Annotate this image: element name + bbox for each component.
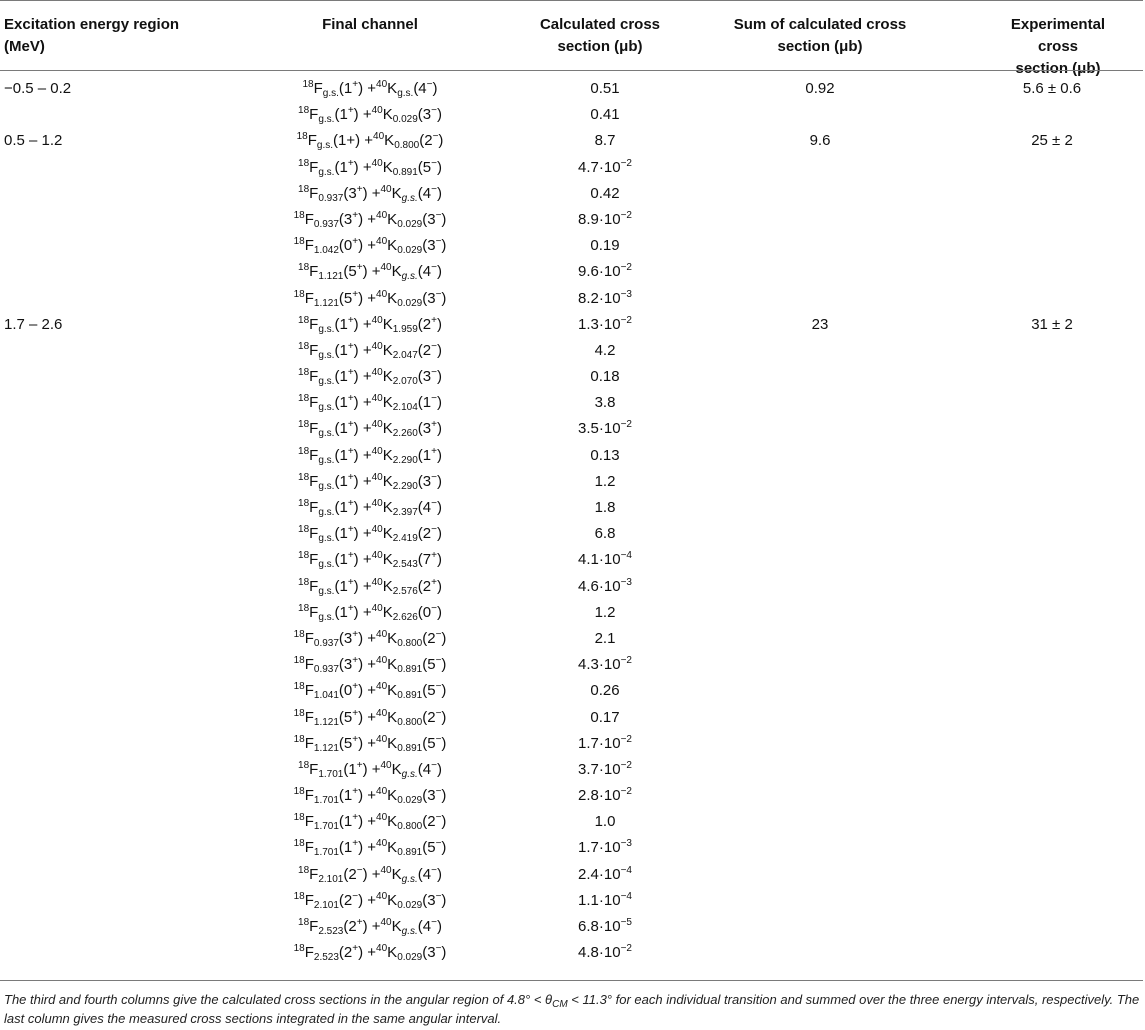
channel-cell-text: $^{18}F_{g.s.}(1^+) +^{40}K_{1.959}(2^+)$ [298, 314, 442, 335]
table-row [0, 809, 1145, 835]
table-row [0, 547, 1145, 573]
channel-cell-text: $^{18}F_{1.121}(5^+) +^{40}K_{0.029}(3^-)$ [293, 288, 447, 309]
header-channel-label: Final channel [322, 16, 418, 33]
calculated-cross-section-cell-text: 1.0 [594, 813, 616, 831]
channel-cell-text: $^{18}F_{g.s.}(1+) +^{40}K_{0.800}(2^-)$ [296, 131, 444, 152]
table-row [0, 862, 1145, 888]
table-body [0, 76, 1145, 966]
channel-cell-text: $^{18}F_{2.523}(2^+) +^{40}K_{0.029}(3^-)$ [293, 943, 447, 964]
channel-cell-text: $^{18}F_{g.s.}(1^+) +^{40}K_{2.047}(2^-)$ [298, 340, 442, 361]
calculated-cross-section-cell-text: 8.7 [594, 132, 616, 150]
channel-cell-text: $^{18}F_{1.121}(5^+) +^{40}K_{g.s.}(4^-)$ [298, 262, 442, 283]
header-sum-line2: section (μb) [777, 38, 863, 55]
calculated-cross-section-cell-text: $4.8\cdot 10^{-2}$ [578, 943, 632, 962]
channel-cell-text: $^{18}F_{g.s.}(1^+) +^{40}K_{2.070}(3^-)$ [298, 367, 442, 388]
calculated-cross-section-cell-text: 1.8 [594, 499, 616, 516]
channel-cell-text: $^{18}F_{2.101}(2^-) +^{40}K_{g.s.}(4^-)$ [298, 864, 442, 885]
region-cell-text: −0.5 – 0.2 [4, 80, 72, 97]
calculated-cross-section-cell-text: $1.7\cdot 10^{-3}$ [578, 838, 632, 857]
header-region-line2: (MeV) [4, 38, 45, 55]
calculated-cross-section-cell-text: $4.1\cdot 10^{-4}$ [578, 550, 632, 569]
channel-cell-text: $^{18}F_{0.937}(3^+) +^{40}K_{0.891}(5^-)$ [293, 655, 447, 676]
channel-cell-text: $^{18}F_{g.s.}(1^+) +^{40}K_{2.290}(1^+)$ [298, 445, 442, 466]
table-row [0, 76, 1145, 102]
calculated-cross-section-cell-text: $8.2\cdot 10^{-3}$ [578, 288, 632, 307]
calculated-cross-section-cell-text: 0.19 [590, 237, 620, 255]
header-region-line1: Excitation energy region [4, 16, 180, 33]
table-row [0, 181, 1145, 207]
calculated-cross-section-cell-text: $6.8\cdot 10^{-5}$ [578, 917, 632, 935]
calculated-cross-section-cell-text: $2.8\cdot 10^{-2}$ [578, 786, 632, 805]
sum-cross-section-cell-text: 9.6 [809, 132, 831, 150]
calculated-cross-section-cell-text: 4.2 [594, 341, 616, 359]
calculated-cross-section-cell-text: $4.3\cdot 10^{-2}$ [578, 655, 632, 674]
table-row [0, 128, 1145, 154]
header-calc [540, 14, 660, 58]
header-calc-line2: section (μb) [557, 38, 643, 55]
header-exp-line1: Experimental cross [1010, 16, 1106, 55]
bottom-rule [0, 980, 1143, 981]
region-cell [4, 316, 62, 334]
calculated-cross-section-cell-text: $1.1\cdot 10^{-4}$ [578, 890, 632, 909]
calculated-cross-section-cell-text: $4.6\cdot 10^{-3}$ [578, 576, 632, 595]
header-region [4, 14, 179, 58]
calculated-cross-section-cell-text: $2.4\cdot 10^{-4}$ [578, 864, 632, 883]
table-row [0, 783, 1145, 809]
calculated-cross-section-cell-text: $3.5\cdot 10^{-2}$ [578, 419, 632, 438]
channel-cell-text: $^{18}F_{g.s.}(1^+) +^{40}K_{0.891}(5^-)$ [298, 157, 442, 178]
channel-cell-text: $^{18}F_{g.s.}(1^+) +^{40}K_{2.104}(1^-)$ [298, 393, 442, 414]
table-row [0, 469, 1145, 495]
calculated-cross-section-cell-text: 6.8 [594, 525, 616, 543]
channel-cell-text: $^{18}F_{g.s.}(1^+) +^{40}K_{2.576}(2^+)$ [298, 576, 442, 597]
table-row [0, 259, 1145, 285]
header-sum-line1: Sum of calculated cross [733, 16, 907, 33]
sum-cross-section-cell-text: 23 [811, 315, 829, 333]
table-row [0, 678, 1145, 704]
table-row [0, 443, 1145, 469]
channel-cell-text: $^{18}F_{g.s.}(1^+) +^{40}K_{2.543}(7^+)$ [298, 550, 442, 571]
table-caption: The third and fourth columns give the calculated cross sections in the angular region of $4.8^\circ < \theta_{CM} < 11.3^\circ$ for each individual transition and summed over the three energy intervals, respectively. The last column gives the measured cross sections integrated in the same angular interval. [4, 992, 1140, 1026]
experimental-cross-section-cell-text: 25 ± 2 [1031, 132, 1073, 150]
calculated-cross-section-cell-text: 0.51 [590, 80, 620, 97]
channel-cell-text: $^{18}F_{1.701}(1^+) +^{40}K_{0.800}(2^-)$ [293, 812, 447, 833]
table-row [0, 705, 1145, 731]
calculated-cross-section-cell-text: 0.17 [590, 708, 620, 726]
calculated-cross-section-cell-text: $9.6\cdot 10^{-2}$ [578, 262, 632, 281]
calculated-cross-section-cell-text: $1.3\cdot 10^{-2}$ [578, 314, 632, 333]
table-row [0, 364, 1145, 390]
header-rule [0, 70, 1143, 71]
sum-cross-section-cell-text: 0.92 [805, 80, 835, 97]
channel-cell-text: $^{18}F_{g.s.}(1^+) +^{40}K_{g.s.}(4^-)$ [302, 79, 438, 99]
experimental-cross-section-cell-text: 5.6 ± 0.6 [1022, 80, 1082, 97]
table-row [0, 888, 1145, 914]
calculated-cross-section-cell-text: $8.9\cdot 10^{-2}$ [578, 209, 632, 228]
table-row [0, 835, 1145, 861]
table-row [0, 338, 1145, 364]
calculated-cross-section-cell-text: 0.42 [590, 184, 620, 202]
region-cell-text: 0.5 – 1.2 [4, 132, 63, 150]
calculated-cross-section-cell-text: $3.7\cdot 10^{-2}$ [578, 759, 632, 778]
header-exp-line2: section (μb) [1015, 60, 1101, 77]
table-row [0, 757, 1145, 783]
channel-cell-text: $^{18}F_{0.937}(3^+) +^{40}K_{g.s.}(4^-)$ [298, 183, 442, 204]
channel-cell-text: $^{18}F_{g.s.}(1^+) +^{40}K_{2.626}(0^-)$ [298, 602, 442, 623]
channel-cell-text: $^{18}F_{g.s.}(1^+) +^{40}K_{2.419}(2^-)$ [298, 524, 442, 545]
channel-cell-text: $^{18}F_{g.s.}(1^+) +^{40}K_{2.397}(4^-)$ [298, 498, 442, 518]
calculated-cross-section-cell-text: $1.7\cdot 10^{-2}$ [578, 733, 632, 752]
table-row [0, 416, 1145, 442]
header-channel [322, 14, 418, 36]
table-row [0, 286, 1145, 312]
channel-cell-text: $^{18}F_{1.701}(1^+) +^{40}K_{0.029}(3^-)$ [293, 786, 447, 807]
table-row [0, 600, 1145, 626]
table-row [0, 155, 1145, 181]
table-row [0, 626, 1145, 652]
calculated-cross-section-cell-text: 0.26 [590, 682, 620, 700]
channel-cell-text: $^{18}F_{1.121}(5^+) +^{40}K_{0.891}(5^-)$ [293, 733, 447, 754]
table-row [0, 102, 1145, 128]
channel-cell-text: $^{18}F_{g.s.}(1^+) +^{40}K_{2.290}(3^-)$ [298, 471, 442, 492]
channel-cell-text: $^{18}F_{1.121}(5^+) +^{40}K_{0.800}(2^-)$ [293, 707, 447, 728]
channel-cell-text: $^{18}F_{g.s.}(1^+) +^{40}K_{0.029}(3^-)$ [298, 105, 442, 126]
channel-cell-text: $^{18}F_{1.041}(0^+) +^{40}K_{0.891}(5^-)$ [293, 681, 447, 702]
table-row [0, 731, 1145, 757]
calculated-cross-section-cell-text: 1.2 [594, 472, 616, 490]
header-calc-line1: Calculated cross [539, 16, 661, 33]
table-row [0, 390, 1145, 416]
top-rule [0, 0, 1143, 1]
table-row [0, 574, 1145, 600]
header-sum [734, 14, 907, 58]
channel-cell-text: $^{18}F_{2.101}(2^-) +^{40}K_{0.029}(3^-)$ [293, 890, 447, 911]
channel-cell-text: $^{18}F_{1.042}(0^+) +^{40}K_{0.029}(3^-)$ [293, 236, 447, 257]
table-row [0, 495, 1145, 521]
channel-cell-text: $^{18}F_{1.701}(1^+) +^{40}K_{0.891}(5^-)$ [293, 838, 447, 859]
calculated-cross-section-cell-text: 3.8 [594, 394, 616, 412]
channel-cell-text: $^{18}F_{1.701}(1^+) +^{40}K_{g.s.}(4^-)$ [298, 759, 442, 780]
table-row [0, 207, 1145, 233]
calculated-cross-section-cell-text: 1.2 [594, 603, 616, 621]
region-cell-text: 1.7 – 2.6 [4, 315, 63, 333]
region-cell [4, 132, 62, 150]
calculated-cross-section-cell-text: $4.7\cdot 10^{-2}$ [578, 157, 632, 176]
table-row [0, 940, 1145, 966]
channel-cell-text: $^{18}F_{0.937}(3^+) +^{40}K_{0.029}(3^-)$ [293, 209, 447, 230]
experimental-cross-section-cell-text: 31 ± 2 [1031, 315, 1073, 333]
table-row [0, 233, 1145, 259]
table-row [0, 914, 1145, 940]
channel-cell-text: $^{18}F_{0.937}(3^+) +^{40}K_{0.800}(2^-)$ [293, 628, 447, 649]
channel-cell-text: $^{18}F_{2.523}(2^+) +^{40}K_{g.s.}(4^-)$ [298, 917, 442, 937]
table-row [0, 312, 1145, 338]
calculated-cross-section-cell-text: 0.18 [590, 368, 620, 386]
table-row [0, 521, 1145, 547]
calculated-cross-section-cell-text: 0.13 [590, 446, 620, 464]
calculated-cross-section-cell-text: 0.41 [590, 106, 620, 124]
region-cell [4, 80, 71, 98]
calculated-cross-section-cell-text: 2.1 [594, 629, 616, 647]
table-row [0, 652, 1145, 678]
channel-cell-text: $^{18}F_{g.s.}(1^+) +^{40}K_{2.260}(3^+)$ [298, 419, 442, 440]
